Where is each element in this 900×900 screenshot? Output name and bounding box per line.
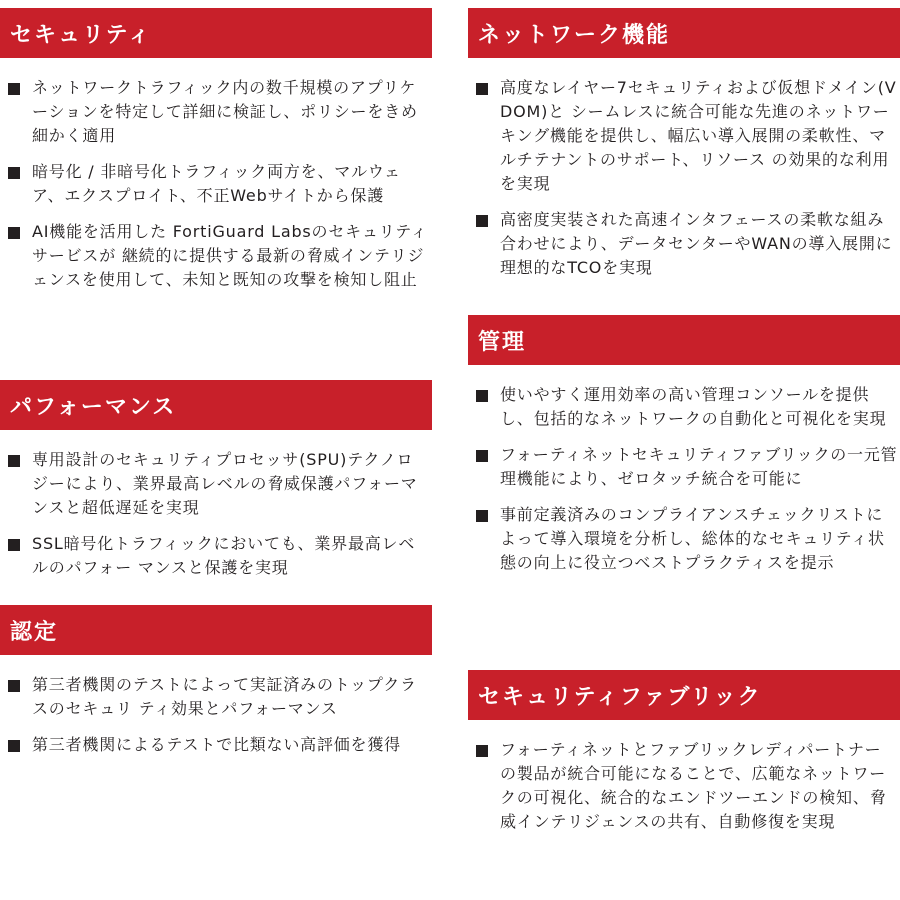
- square-bullet-icon: [476, 450, 488, 462]
- list-item: [468, 76, 900, 196]
- list-item: [0, 76, 432, 148]
- item-text: フォーティネットとファブリックレディパートナーの製品が統合可能になることで、広範なネットワークの可視化、統合的なエンドツーエンドの検知、脅威インテリジェンスの共有、自動修復を実現: [500, 740, 887, 831]
- section-certification: [0, 605, 432, 769]
- item-text: 高度なレイヤー7セキュリティおよび仮想ドメイン(VDOM)と シームレスに統合可能な先進のネットワーキング機能を提供し、幅広い導入展開の柔軟性、マルチテナントのサポート、リソース の効果的な利用を実現: [500, 78, 897, 193]
- section-security: [0, 8, 432, 304]
- item-list: [468, 58, 900, 280]
- square-bullet-icon: [8, 680, 20, 692]
- item-text: 専用設計のセキュリティプロセッサ(SPU)テクノロジーにより、業界最高レベルの脅威保護パフォーマンスと超低遅延を実現: [32, 450, 418, 517]
- square-bullet-icon: [8, 539, 20, 551]
- item-text: AI機能を活用した FortiGuard Labsのセキュリティサービスが 継続的に提供する最新の脅威インテリジェンスを使用して、未知と既知の攻撃を検知し阻止: [32, 222, 428, 289]
- section-title: セキュリティファブリック: [468, 670, 900, 720]
- list-item: [468, 383, 900, 431]
- list-item: [468, 738, 900, 834]
- list-item: [468, 503, 900, 575]
- square-bullet-icon: [8, 740, 20, 752]
- item-text: 第三者機関のテストによって実証済みのトップクラスのセキュリ ティ効果とパフォーマンス: [32, 675, 417, 718]
- list-item: [0, 673, 432, 721]
- list-item: [468, 443, 900, 491]
- list-item: [0, 448, 432, 520]
- section-title: 管理: [468, 315, 900, 365]
- square-bullet-icon: [476, 745, 488, 757]
- section-network: [468, 8, 900, 292]
- section-title: ネットワーク機能: [468, 8, 900, 58]
- section-title: 認定: [0, 605, 432, 655]
- item-text: 第三者機関によるテストで比類ない高評価を獲得: [32, 735, 401, 754]
- list-item: [0, 160, 432, 208]
- square-bullet-icon: [476, 215, 488, 227]
- list-item: [468, 208, 900, 280]
- square-bullet-icon: [8, 227, 20, 239]
- square-bullet-icon: [476, 390, 488, 402]
- item-text: SSL暗号化トラフィックにおいても、業界最高レベルのパフォー マンスと保護を実現: [32, 534, 416, 577]
- item-text: 事前定義済みのコンプライアンスチェックリストによって導入環境を分析し、総体的なセキュリティ状態の向上に役立つベストプラクティスを提示: [500, 505, 885, 572]
- item-list: [0, 58, 432, 292]
- square-bullet-icon: [8, 455, 20, 467]
- section-management: [468, 315, 900, 587]
- square-bullet-icon: [476, 510, 488, 522]
- section-security-fabric: [468, 670, 900, 846]
- list-item: [0, 733, 432, 757]
- item-list: [0, 430, 432, 580]
- item-list: [468, 365, 900, 575]
- list-item: [0, 220, 432, 292]
- square-bullet-icon: [8, 167, 20, 179]
- list-item: [0, 532, 432, 580]
- square-bullet-icon: [476, 83, 488, 95]
- square-bullet-icon: [8, 83, 20, 95]
- item-text: 使いやすく運用効率の高い管理コンソールを提供し、包括的なネットワークの自動化と可視化を実現: [500, 385, 887, 428]
- item-text: 高密度実装された高速インタフェースの柔軟な組み合わせにより、データセンターやWANの導入展開に理想的なTCOを実現: [500, 210, 893, 277]
- item-list: [468, 720, 900, 834]
- section-title: セキュリティ: [0, 8, 432, 58]
- item-text: ネットワークトラフィック内の数千規模のアプリケーションを特定して詳細に検証し、ポリシーをきめ細かく適用: [32, 78, 418, 145]
- item-list: [0, 655, 432, 757]
- item-text: フォーティネットセキュリティファブリックの一元管理機能により、ゼロタッチ統合を可能に: [500, 445, 898, 488]
- section-performance: [0, 380, 432, 592]
- section-title: パフォーマンス: [0, 380, 432, 430]
- item-text: 暗号化 / 非暗号化トラフィック両方を、マルウェア、エクスプロイト、不正Webサイトから保護: [32, 162, 401, 205]
